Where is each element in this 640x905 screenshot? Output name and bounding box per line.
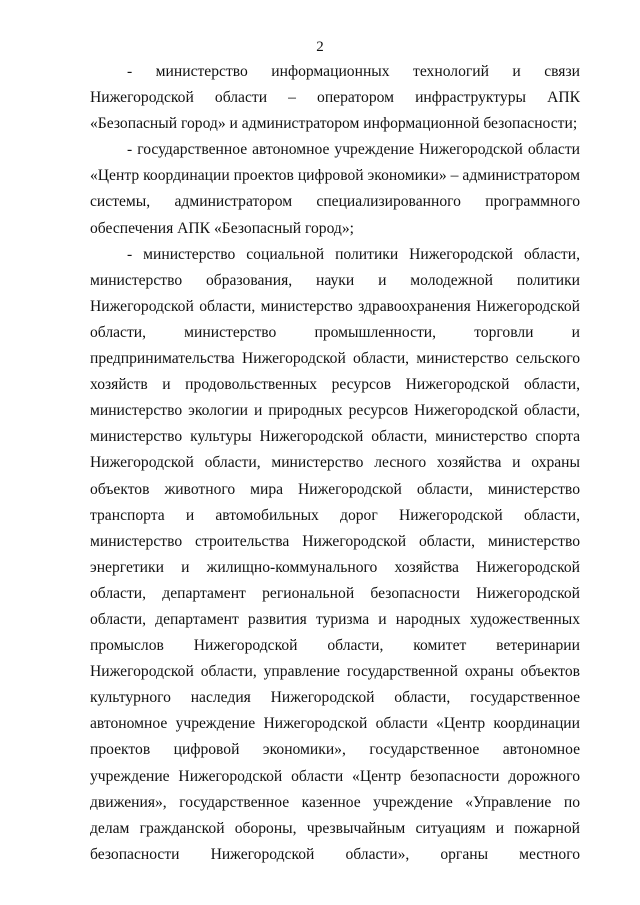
paragraph-ministry-it: - министерство информационных технологий и связи Нижегородской области – оператором инфраструктуры АПК «Безопасный город» и администратором информационной безопасности;: [90, 63, 580, 133]
paragraph-digital-economy-center: - государственное автономное учреждение Нижегородской области «Центр координации проектов цифровой экономики» – администратором системы, администратором специализированного программного обеспечения АПК «Безопасный город»;: [90, 141, 580, 237]
paragraph-ministries-list: - министерство социальной политики Нижегородской области, министерство образования, науки и молодежной политики Нижегородской области, министерство здравоохранения Нижегородской области, министерство промышленности, торговли и предпринимательства Нижегородской области, министерство сельского хозяйств и продовольственных ресурсов Нижегородской области, министерство экологии и природных ресурсов Нижегородской области, министерство культуры Нижегородской области, министерство спорта Нижегородской области, министерство лесного хозяйства и охраны объектов животного мира Нижегородской области, министерство транспорта и автомобильных дорог Нижегородской области, министерство строительства Нижегородской области, министерство энергетики и жилищно-коммунального хозяйства Нижегородской области, департамент региональной безопасности Нижегородской области, департамент развития туризма и народных художественных промыслов Нижегородской области, комитет ветеринарии Нижегородской области, управление государственной охраны объектов культурного наследия Нижегородской области, государственное автономное учреждение Нижегородской области «Центр координации проектов цифровой экономики», государственное автономное учреждение Нижегородской области «Центр безопасности дорожного движения», государственное казенное учреждение «Управление по делам гражданской обороны, чрезвычайным ситуациям и пожарной безопасности Нижегородской области», органы местного: [90, 245, 580, 863]
page-number: 2: [316, 39, 324, 55]
document-body: [90, 59, 580, 868]
